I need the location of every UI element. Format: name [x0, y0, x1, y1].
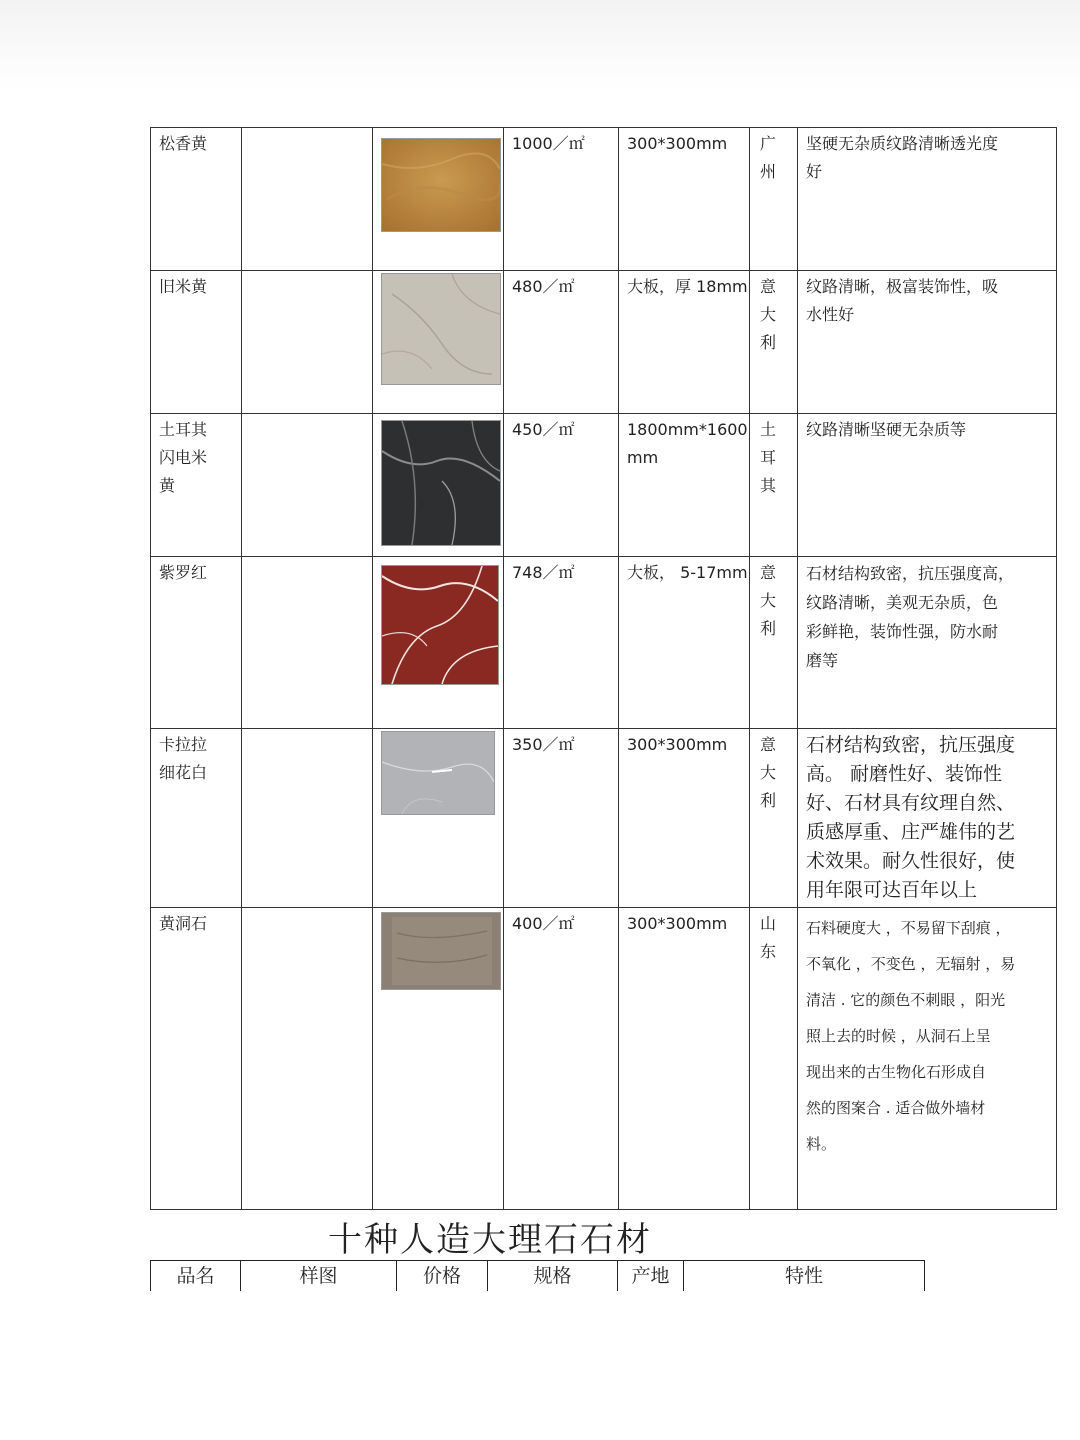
origin-char: 州	[760, 162, 777, 181]
feature-line: 现出来的古生物化石形成自	[806, 1063, 987, 1081]
table-row	[151, 557, 1057, 729]
origin-char: 意	[760, 563, 777, 582]
price: 450／㎡	[504, 414, 619, 557]
blank-cell	[242, 557, 373, 729]
sample-image-cell	[373, 128, 504, 271]
blank-cell	[242, 128, 373, 271]
origin-char: 耳	[760, 448, 777, 467]
spec: 大板， 5-17mm	[619, 557, 750, 729]
table-row	[151, 414, 1057, 557]
features	[798, 557, 1057, 729]
name-line: 卡拉拉	[159, 735, 208, 754]
header-sample: 样图	[241, 1261, 397, 1292]
features	[798, 729, 1057, 908]
header-price: 价格	[397, 1261, 488, 1292]
origin	[750, 271, 798, 414]
feature-line: 磨等	[806, 651, 839, 670]
header-row	[151, 1261, 925, 1292]
origin-char: 其	[760, 476, 777, 495]
feature-line: 清洁 . 它的颜色不刺眼 ，阳光	[806, 991, 1006, 1009]
sample-image-cell	[373, 414, 504, 557]
origin	[750, 557, 798, 729]
origin	[750, 414, 798, 557]
feature-line: 然的图案合 . 适合做外墙材	[806, 1099, 986, 1117]
table-row	[151, 908, 1057, 1210]
feature-line: 石料硬度大 ，不易留下刮痕 ，	[806, 919, 1011, 937]
origin-char: 山	[760, 914, 777, 933]
header-origin: 产地	[618, 1261, 684, 1292]
feature-line: 好	[806, 162, 823, 181]
price: 480／㎡	[504, 271, 619, 414]
feature-line: 纹路清晰，美观无杂质，色	[806, 593, 999, 612]
origin-char: 利	[760, 333, 777, 352]
feature-line: 术效果。耐久性很好，使	[806, 850, 1016, 872]
stone-name: 旧米黄	[151, 271, 242, 414]
name-line: 黄	[159, 476, 176, 495]
origin-char: 利	[760, 791, 777, 810]
feature-line: 质感厚重、庄严雄伟的艺	[806, 821, 1016, 843]
origin-char: 广	[760, 134, 777, 153]
price: 1000／㎡	[504, 128, 619, 271]
sample-image-huangdongshi	[381, 912, 501, 990]
feature-line: 料。	[806, 1135, 837, 1153]
features	[798, 414, 1057, 557]
feature-line: 纹路清晰，极富装饰性，吸	[806, 277, 999, 296]
natural-marble-table	[150, 127, 1057, 1210]
section-title: 十种人造大理石石材	[328, 1220, 652, 1260]
spec: 300*300mm	[619, 908, 750, 1210]
stone-name: 黄洞石	[151, 908, 242, 1210]
origin-char: 意	[760, 735, 777, 754]
origin	[750, 908, 798, 1210]
feature-line: 彩鲜艳，装饰性强，防水耐	[806, 622, 999, 641]
header-features: 特性	[684, 1261, 925, 1292]
origin-char: 大	[760, 305, 777, 324]
feature-line: 好、石材具有纹理自然、	[806, 792, 1016, 814]
table-row	[151, 271, 1057, 414]
price: 400／㎡	[504, 908, 619, 1210]
price: 350／㎡	[504, 729, 619, 908]
sample-image-songxianghuang	[381, 138, 501, 232]
features	[798, 908, 1057, 1210]
sample-image-turkey-lightning	[381, 420, 501, 546]
stone-name	[151, 729, 242, 908]
name-line: 细花白	[159, 763, 208, 782]
feature-line: 水性好	[806, 305, 855, 324]
feature-line: 石材结构致密，抗压强度	[806, 734, 1016, 756]
table-row	[151, 729, 1057, 908]
feature-line: 高。 耐磨性好、装饰性	[806, 763, 1003, 785]
features	[798, 271, 1057, 414]
spec: 1800mm*1600 mm	[619, 414, 750, 557]
origin-char: 利	[760, 619, 777, 638]
header-spec: 规格	[488, 1261, 618, 1292]
stone-name: 紫罗红	[151, 557, 242, 729]
features	[798, 128, 1057, 271]
origin-char: 大	[760, 763, 777, 782]
spec: 大板，厚 18mm	[619, 271, 750, 414]
origin-char: 土	[760, 420, 777, 439]
stone-name: 松香黄	[151, 128, 242, 271]
feature-line: 照上去的时候 ，从洞石上呈	[806, 1027, 991, 1045]
sample-image-carrara	[381, 731, 495, 815]
spec: 300*300mm	[619, 729, 750, 908]
feature-line: 纹路清晰坚硬无杂质等	[806, 420, 967, 439]
header-name: 品名	[151, 1261, 241, 1292]
sample-image-cell	[373, 908, 504, 1210]
name-line: 土耳其	[159, 420, 208, 439]
sample-image-ziluohong	[381, 565, 499, 685]
sample-image-jiumihuang	[381, 273, 501, 385]
price: 748／㎡	[504, 557, 619, 729]
blank-cell	[242, 908, 373, 1210]
sample-image-cell	[373, 729, 504, 908]
feature-line: 石材结构致密，抗压强度高，	[806, 564, 1015, 583]
origin	[750, 729, 798, 908]
blank-cell	[242, 271, 373, 414]
blank-cell	[242, 414, 373, 557]
table-row	[151, 128, 1057, 271]
sample-image-cell	[373, 557, 504, 729]
origin	[750, 128, 798, 271]
name-line: 闪电米	[159, 448, 208, 467]
feature-line: 用年限可达百年以上	[806, 879, 978, 901]
origin-char: 意	[760, 277, 777, 296]
feature-line: 不氧化 ，不变色 ，无辐射 ，易	[806, 955, 1016, 973]
page-top-shade	[0, 0, 1080, 90]
blank-cell	[242, 729, 373, 908]
origin-char: 东	[760, 942, 777, 961]
origin-char: 大	[760, 591, 777, 610]
stone-name	[151, 414, 242, 557]
feature-line: 坚硬无杂质纹路清晰透光度	[806, 134, 999, 153]
sample-image-cell	[373, 271, 504, 414]
spec: 300*300mm	[619, 128, 750, 271]
artificial-marble-table-header	[150, 1260, 925, 1291]
